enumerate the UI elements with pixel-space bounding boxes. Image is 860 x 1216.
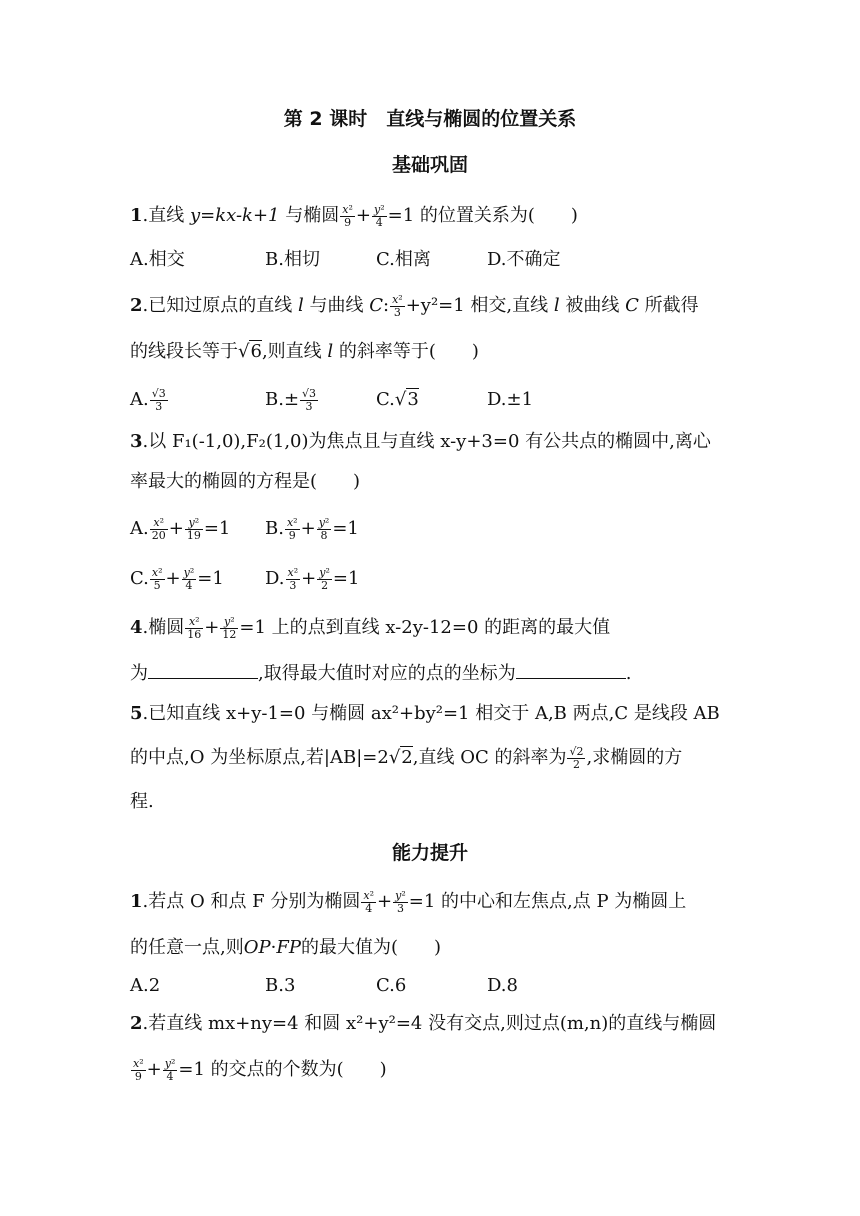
- question-5-line-2: 的中点,O 为坐标原点,若|AB|=2√2,直线 OC 的斜率为 $\frac{√2}{2}$ ,求椭圆的方: [130, 744, 683, 771]
- option-a: A. $\frac{\text{x²}}{20}$ + $\frac{\text{y²}}{19}$ =1: [130, 515, 231, 542]
- question-5-line-1: 5.已知直线 x+y-1=0 与椭圆 ax²+by²=1 相交于 A,B 两点,C 是线段 AB: [130, 703, 720, 724]
- option-c: C.6: [376, 975, 407, 996]
- question-3-line-2: 率最大的椭圆的方程是( ): [130, 471, 361, 492]
- fraction: $\frac{\text{x²}}{9}$: [342, 202, 353, 229]
- fraction: $\frac{\text{x²}}{3}$: [392, 292, 403, 319]
- answer-blank[interactable]: [516, 662, 626, 679]
- option-c: C. $\frac{\text{x²}}{5}$ + $\frac{\text{y²}}{4}$ =1: [130, 565, 224, 592]
- option-b: B. $\frac{\text{x²}}{9}$ + $\frac{\text{y²}}{8}$ =1: [265, 515, 359, 542]
- option-b: B.± $\frac{√3}{3}$: [265, 386, 317, 413]
- answer-blank[interactable]: [148, 662, 258, 679]
- option-d: D. $\frac{\text{x²}}{3}$ + $\frac{\text{y²}}{2}$ =1: [265, 565, 360, 592]
- option-a: A.2: [130, 975, 161, 996]
- option-c: C.相离: [376, 249, 431, 270]
- option-b: B.相切: [265, 249, 320, 270]
- question-4-line-2: 为 ,取得最大值时对应的点的坐标为 .: [130, 663, 632, 684]
- question-2-line-1: 2.已知过原点的直线 l 与曲线 C: $\frac{\text{x²}}{3}$ +y²=1 相交,直线 l 被曲线 C 所截得: [130, 292, 699, 319]
- option-a: A.相交: [130, 249, 185, 270]
- option-d: D.±1: [487, 389, 534, 410]
- option-c: C.√3: [376, 389, 419, 410]
- option-d: D.不确定: [487, 249, 561, 270]
- question-5-line-3: 程.: [130, 791, 154, 812]
- question-3-line-1: 3.以 F₁(-1,0),F₂(1,0)为焦点且与直线 x-y+3=0 有公共点的椭圆中,离心: [130, 431, 711, 452]
- advanced-question-1-line-2: 的任意一点,则OP·FP的最大值为( ): [130, 937, 441, 958]
- advanced-question-2-line-2: $\frac{\text{x²}}{9}$ + $\frac{\text{y²}}{4}$ =1 的交点的个数为( ): [133, 1056, 387, 1083]
- option-b: B.3: [265, 975, 296, 996]
- fraction: $\frac{\text{y²}}{4}$: [373, 202, 385, 229]
- section-heading-advanced: 能力提升: [391, 842, 468, 864]
- advanced-question-2-line-1: 2.若直线 mx+ny=4 和圆 x²+y²=4 没有交点,则过点(m,n)的直线与椭圆: [130, 1013, 717, 1034]
- advanced-question-1-line-1: 1.若点 O 和点 F 分别为椭圆 $\frac{\text{x²}}{4}$ + $\frac{\text{y²}}{3}$ =1 的中心和左焦点,点 P 为椭圆上: [130, 888, 687, 915]
- option-a: A. $\frac{√3}{3}$: [130, 386, 166, 413]
- section-heading-basic: 基础巩固: [391, 154, 468, 176]
- page-title: 第 2 课时 直线与椭圆的位置关系: [283, 108, 577, 130]
- question-1: 1.直线 y=kx-k+1 与椭圆 $\frac{\text{x²}}{9}$ + $\frac{\text{y²}}{4}$ =1 的位置关系为( ): [130, 202, 578, 229]
- option-d: D.8: [487, 975, 518, 996]
- question-2-line-2: 的线段长等于√6,则直线 l 的斜率等于( ): [130, 341, 479, 362]
- question-4-line-1: 4.椭圆 $\frac{\text{x²}}{16}$ + $\frac{\text{y²}}{12}$ =1 上的点到直线 x-2y-12=0 的距离的最大值: [130, 614, 611, 641]
